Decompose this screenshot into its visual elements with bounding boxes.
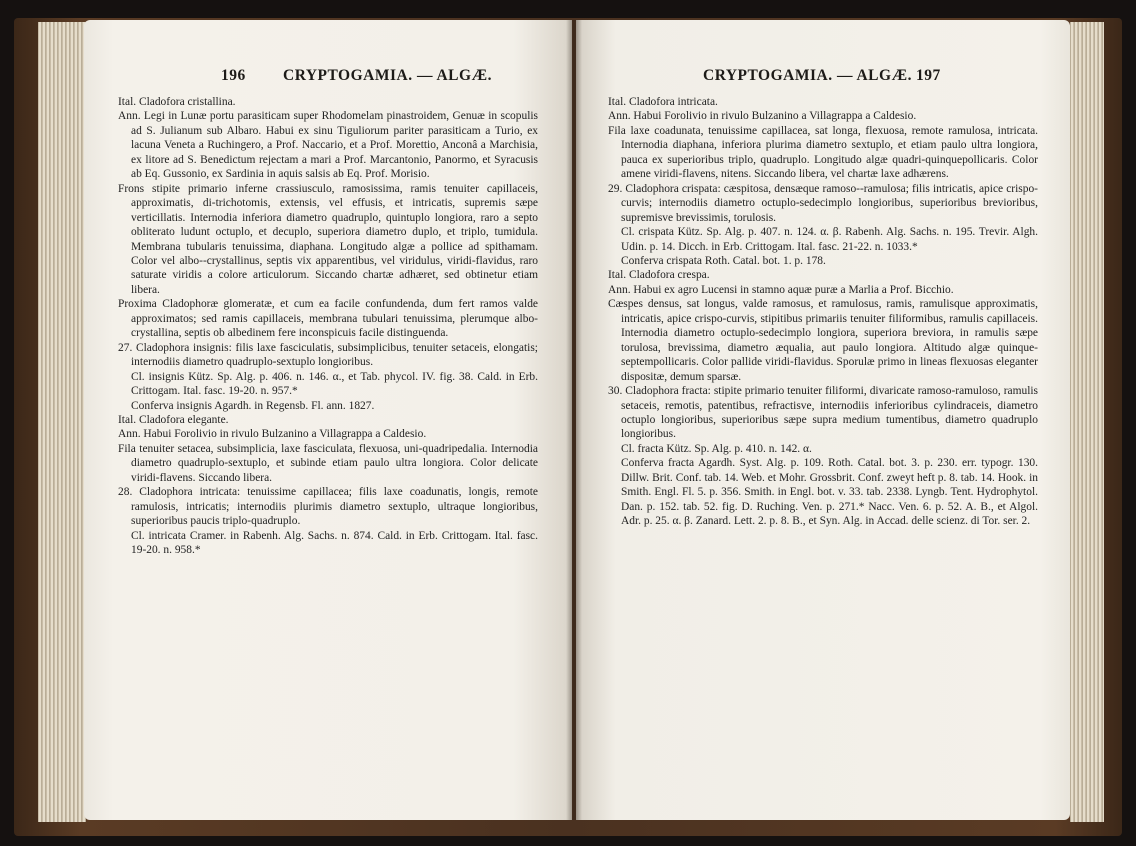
paragraph: 30. Cladophora fracta: stipite primario tenuiter filiformi, divaricate ramoso-ramuloso, ramulis setaceis, remotis, patentibus, refractisve, internodiis inferioribus cylindraceis, diametro octuplo longioribus, superioribus sæpe supra medium tumentibus, diametro quadruplo longioribus. (608, 385, 1038, 441)
paragraph: Proxima Cladophoræ glomeratæ, et cum ea facile confundenda, dum fert ramos valde approximatos; sed ramis capillaceis, membrana tubulari tenuissima, plerumque albo-crystallina, septis ob albedinem fere inconspicuis facile distinguenda. (118, 298, 538, 340)
paragraph: Ital. Cladofora intricata. (608, 96, 718, 108)
paragraph: Ital. Cladofora cristallina. (118, 96, 236, 108)
left-page-text (118, 95, 538, 558)
left-page-edges (38, 22, 86, 822)
right-running-head: CRYPTOGAMIA. — ALGÆ. (703, 67, 912, 84)
paragraph: Cl. fracta Kütz. Sp. Alg. p. 410. n. 142. α. (621, 442, 812, 455)
book-gutter (566, 20, 582, 820)
paragraph: Cl. insignis Kütz. Sp. Alg. p. 406. n. 146. α., et Tab. phycol. IV. fig. 38. Cald. in Erb. Crittogam. Ital. fasc. 19-20. n. 957.* (131, 370, 538, 398)
right-page-number: 197 (916, 67, 941, 84)
paragraph: Ital. Cladofora elegante. (118, 413, 229, 426)
paragraph: 29. Cladophora crispata: cæspitosa, densæque ramoso--ramulosa; filis intricatis, apice crispo-curvis; internodiis diametro octuplo-sedecimplo longioribus, superioribus brevioribus, supremisve brevissimis, torulosis. (608, 182, 1038, 224)
paragraph: 27. Cladophora insignis: filis laxe fasciculatis, subsimplicibus, tenuiter setaceis, elongatis; internodiis diametro quadruplo-sextuplo longioribus. (118, 341, 538, 369)
paragraph: Ann. Habui ex agro Lucensi in stamno aquæ puræ a Marlia a Prof. Bicchio. (608, 283, 954, 296)
paragraph: Ann. Legi in Lunæ portu parasiticam super Rhodomelam pinastroidem, Genuæ in scopulis ad S. Julianum sub Albaro. Habui ex sinu Tiguliorum pariter parasiticam a Turio, ex lacuna Veneta a Ruchingero, a Prof. Naccario, et a Prof. Morettio, Anconâ a Marchisia, ex litore ad S. Benedictum rejectam a mari a Prof. Marcantonio, Panormo, et Syracusis ab Eq. Gussonio, ex Sardinia in aquis salsis ab Eq. Prof. Morisio. (118, 110, 538, 181)
paragraph: Ann. Habui Forolivio in rivulo Bulzanino a Villagrappa a Caldesio. (118, 428, 427, 441)
paragraph: Fila tenuiter setacea, subsimplicia, laxe fasciculata, flexuosa, uni-quadripedalia. Internodia diametro quadruplo-sextuplo, et subinde etiam paulo ultra longiora. Color delicate viridi-flavens. Siccando libera. (118, 442, 538, 484)
paragraph: Cæspes densus, sat longus, valde ramosus, et ramulosus, ramis, ramulisque approximatis, intricatis, apice crispo-curvis, stipitibus primariis tenuiter filiformibus, ramulis capillaceis. Internodia diametro octuplo-sedecimplo longiora, superiora breviora, in ramulis sæpe torulosa, brevissima, diametro æqualia, aut paulo longiora. Altitudo algæ quinque-septempollicaris. Color pallide viridi-flavidus. Sporulæ primo in lineas flexuosas eleganter dispositæ, demum sparsæ. (608, 298, 1038, 383)
paragraph: Frons stipite primario inferne crassiusculo, ramosissima, ramis tenuiter capillaceis, approximatis, di-trichotomis, extensis, vel effusis, et intricatis, supremis sæpe verticillatis. Internodia inferiora diametro quadruplo, quintuplo longiora, raro a septo obliterato ludunt octuplo, et decuplo, superiora diametro duplo, et triplo, tumidula. Membrana tubularis tenuissima, diaphana. Longitudo algæ a pollice ad spithamam. Color vel albo--crystallinus, septis vix apparentibus, vel viridulus, viridi-flavidus, raro saturate viridis a colore articulorum. Siccando chartæ adhæret, sed obtinetur etiam libera. (118, 182, 538, 296)
paragraph: Conferva insignis Agardh. in Regensb. Fl. ann. 1827. (131, 399, 375, 412)
right-page-text (608, 95, 1038, 529)
paragraph: Conferva crispata Roth. Catal. bot. 1. p. 178. (621, 254, 826, 267)
left-running-head: CRYPTOGAMIA. — ALGÆ. (283, 67, 492, 84)
left-page-number: 196 (221, 67, 246, 84)
paragraph: Conferva fracta Agardh. Syst. Alg. p. 109. Roth. Catal. bot. 3. p. 230. err. typogr. 130. Dillw. Brit. Conf. tab. 14. Web. et Mohr. Grossbrit. Conf. zweyt heft p. 8. tab. 14. Hook. in Smith. Engl. Fl. 5. p. 356. Smith. in Engl. bot. v. 33. tab. 2338. Lyngb. Tent. Hydrophytol. Dan. p. 152. tab. 52. fig. D. Ruching. Ven. p. 271.* Nacc. Ven. 6. p. 52. A. B., et Algol. Adr. p. 25. α. β. Zanard. Lett. 2. p. 8. B., et Syn. Alg. in Accad. delle scienz. di Tor. ser. 2. (621, 457, 1038, 528)
paragraph: Ann. Habui Forolivio in rivulo Bulzanino a Villagrappa a Caldesio. (608, 110, 917, 123)
paragraph: Ital. Cladofora crespa. (608, 269, 710, 282)
paragraph: Fila laxe coadunata, tenuissime capillacea, sat longa, flexuosa, remote ramulosa, intricata. Internodia diaphana, inferiora plurima diametro sextuplo, et etiam paulo ultra longiora, pauca ex superioribus triplo, quadruplo. Longitudo algæ quadri-quinquepollicaris. Color amene viridi-flavens, nitens. Siccando libera, vel chartæ laxe adhærens. (608, 124, 1038, 181)
right-page-edges (1070, 22, 1104, 822)
paragraph: Cl. crispata Kütz. Sp. Alg. p. 407. n. 124. α. β. Rabenh. Alg. Sachs. n. 195. Trevir. Algh. Udin. p. 14. Dicch. in Erb. Crittogam. Ital. fasc. 21-22. n. 1033.* (621, 226, 1038, 253)
paragraph: 28. Cladophora intricata: tenuissime capillacea; filis laxe coadunatis, longis, remote ramulosis, intricatis; internodiis plurimis diametro sextuplo, ultraque longioribus, superioribus paucis triplo-quadruplo. (118, 486, 538, 528)
paragraph: Cl. intricata Cramer. in Rabenh. Alg. Sachs. n. 874. Cald. in Erb. Crittogam. Ital. fasc. 19-20. n. 958.* (131, 529, 538, 557)
